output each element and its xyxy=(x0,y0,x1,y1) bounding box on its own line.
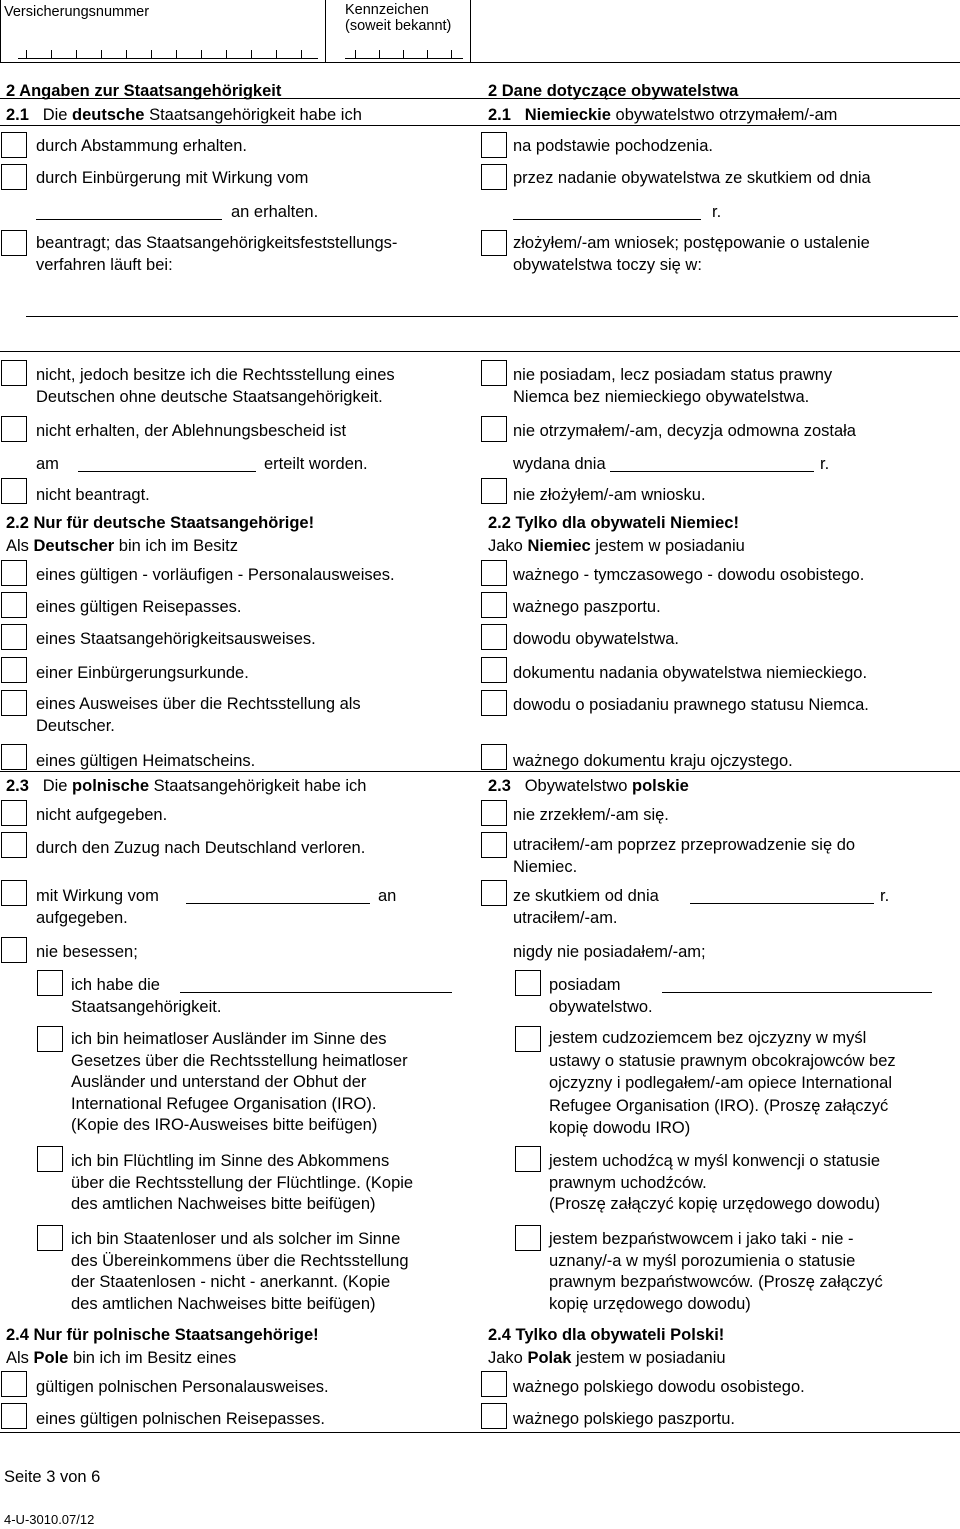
checkbox-dowod-osobisty[interactable] xyxy=(481,560,507,586)
sec23-title-de: 2.3 Die polnische Staatsangehörigkeit habe ich xyxy=(6,777,367,795)
checkbox-nadanie[interactable] xyxy=(481,164,507,190)
doc-de-2: eines gültigen Reisepasses. xyxy=(36,598,242,616)
checkbox-reisepass[interactable] xyxy=(1,592,27,618)
checkbox-inne-obywatelstwo[interactable] xyxy=(515,970,541,996)
doc-pl-3: dowodu obywatelstwa. xyxy=(513,630,680,648)
checkbox-nie-zrzeklem[interactable] xyxy=(481,800,507,826)
authority-field[interactable] xyxy=(26,316,958,317)
checkbox-andere-staatsangehoerigkeit[interactable] xyxy=(37,970,63,996)
opt-einbuergerung-de: durch Einbürgerung mit Wirkung vom xyxy=(36,169,309,187)
opt23-de-2: durch den Zuzug nach Deutschland verloren. xyxy=(36,839,366,857)
sec23-title-pl: 2.3 Obywatelstwo polskie xyxy=(488,777,689,795)
sec23-top-line xyxy=(0,771,960,772)
checkbox-dokument-kraju[interactable] xyxy=(481,744,507,770)
checkbox-nicht-aufgegeben[interactable] xyxy=(1,800,27,826)
aufgegeben-date-field[interactable] xyxy=(186,903,370,904)
opt-abgelehnt-de: nicht erhalten, der Ablehnungsbescheid ist xyxy=(36,422,347,440)
opt-abstammung-de: durch Abstammung erhalten. xyxy=(36,137,247,155)
checkbox-rechtsstellung[interactable] xyxy=(1,360,27,386)
sec24-title-pl: 2.4 Tylko dla obywateli Polski! xyxy=(488,1326,725,1344)
opt23-pl-3c: utraciłem/-am. xyxy=(513,909,618,927)
doc24-de-1: gültigen polnischen Personalausweises. xyxy=(36,1378,329,1396)
checkbox-bez-ojczyzny[interactable] xyxy=(515,1026,541,1052)
sec21-title-pl: 2.1 Niemieckie obywatelstwo otrzymałem/-am xyxy=(488,106,838,124)
sub23-de-1b: Staatsangehörigkeit. xyxy=(71,998,222,1016)
doc-de-6: eines gültigen Heimatscheins. xyxy=(36,752,256,770)
opt-abgelehnt-am: am xyxy=(36,455,59,473)
sub23-de-2: ich bin heimatloser Ausländer im Sinne des Gesetzes über die Rechtsstellung heimatloser Ausländer und unterstand der Obhut der International Refugee Organisation (IRO). (Kopie des IRO-Ausweises bitte beifügen) xyxy=(71,1030,408,1134)
sub23-pl-2: jestem cudzoziemcem bez ojczyzny w myśl ustawy o statusie prawnym obcokrajowców bez ojczyzny i podlegałem/-am opiece International Refugee Organisation (IRO). (Proszę załączyć kopię dowodu IRO) xyxy=(549,1029,896,1137)
inne-obywatelstwo-field[interactable] xyxy=(662,992,932,993)
checkbox-dowod-statusu[interactable] xyxy=(481,690,507,716)
opt-odmowa-start: wydana dnia xyxy=(513,455,606,473)
nadanie-date-field[interactable] xyxy=(513,219,701,220)
doc24-pl-1: ważnego polskiego dowodu osobistego. xyxy=(513,1378,805,1396)
opt-odmowa-pl: nie otrzymałem/-am, decyzja odmowna została xyxy=(513,422,856,440)
checkbox-utracilem[interactable] xyxy=(481,832,507,858)
opt23-de-3b: an xyxy=(378,887,397,905)
utrata-date-field[interactable] xyxy=(690,903,874,904)
checkbox-staatenloser[interactable] xyxy=(37,1225,63,1251)
doc-de-5: eines Ausweises über die Rechtsstellung als Deutscher. xyxy=(36,695,361,735)
opt-einbuergerung-end: an erhalten. xyxy=(231,203,319,221)
checkbox-abstammung[interactable] xyxy=(1,132,27,158)
header-left-border xyxy=(0,0,1,62)
checkbox-beantragt[interactable] xyxy=(1,230,27,256)
opt23-pl-3a: ze skutkiem od dnia xyxy=(513,887,659,905)
sub23-de-4: ich bin Staatenloser und als solcher im Sinne des Übereinkommens über die Rechtsstellung der Staatenlosen - nicht - anerkannt. (Kopie des amtlichen Nachweises bitte beifügen) xyxy=(71,1230,409,1313)
checkbox-mit-wirkung[interactable] xyxy=(1,880,27,906)
opt-odmowa-end: r. xyxy=(820,455,830,473)
opt-rechtsstellung-de: nicht, jedoch besitze ich die Rechtsstellung eines Deutschen ohne deutsche Staatsangehörigkeit. xyxy=(36,366,395,406)
doc-de-3: eines Staatsangehörigkeitsausweises. xyxy=(36,630,316,648)
checkbox-bezpanstwowiec[interactable] xyxy=(515,1225,541,1251)
plate-label-line2: (soweit bekannt) xyxy=(345,18,452,34)
page-number: Seite 3 von 6 xyxy=(4,1468,101,1486)
opt-nadanie-pl: przez nadanie obywatelstwa ze skutkiem od dnia xyxy=(513,169,871,187)
andere-staatsangehoerigkeit-field[interactable] xyxy=(180,992,452,993)
form-id: 4-U-3010.07/12 xyxy=(4,1512,95,1527)
checkbox-dowod-obywatelstwa[interactable] xyxy=(481,624,507,650)
checkbox-status-prawny[interactable] xyxy=(481,360,507,386)
checkbox-pochodzenie[interactable] xyxy=(481,132,507,158)
einbuergerung-date-field[interactable] xyxy=(36,219,222,220)
checkbox-paszport[interactable] xyxy=(481,592,507,618)
checkbox-abgelehnt[interactable] xyxy=(1,416,27,442)
checkbox-nie-besessen[interactable] xyxy=(1,937,27,963)
checkbox-personalausweis[interactable] xyxy=(1,560,27,586)
sub23-pl-3: jestem uchodźcą w myśl konwencji o statusie prawnym uchodźców. (Proszę załączyć kopię urzędowego dowodu) xyxy=(549,1152,881,1213)
doc24-de-2: eines gültigen polnischen Reisepasses. xyxy=(36,1410,325,1428)
sub23-de-3: ich bin Flüchtling im Sinne des Abkommens über die Rechtsstellung der Flüchtlinge. (Kopie des amtlichen Nachweises bitte beifügen) xyxy=(71,1152,414,1213)
opt23-de-3a: mit Wirkung vom xyxy=(36,887,159,905)
doc-pl-4: dokumentu nadania obywatelstwa niemieckiego. xyxy=(513,664,868,682)
sec24-sub-de: Als Pole bin ich im Besitz eines xyxy=(6,1349,237,1367)
opt-wniosek-pl: złożyłem/-am wniosek; postępowanie o ustalenie obywatelstwa toczy się w: xyxy=(513,234,870,274)
sub23-pl-1b: obywatelstwo. xyxy=(549,998,653,1016)
opt23-de-3c: aufgegeben. xyxy=(36,909,128,927)
doc-de-4: einer Einbürgerungsurkunde. xyxy=(36,664,249,682)
sub23-pl-4: jestem bezpaństwowcem i jako taki - nie - uznany/-a w myśl porozumienia o statusie prawnym bezpaństwowców. (Proszę załączyć kopię urzędowego dowodu) xyxy=(549,1230,883,1313)
sec21-title-de: 2.1 Die deutsche Staatsangehörigkeit habe ich xyxy=(6,106,362,124)
sec24-sub-pl: Jako Polak jestem w posiadaniu xyxy=(488,1349,726,1367)
doc-de-1: eines gültigen - vorläufigen - Personalausweises. xyxy=(36,566,395,584)
checkbox-einbuergerungsurkunde[interactable] xyxy=(1,657,27,683)
checkbox-heimatloser[interactable] xyxy=(37,1026,63,1052)
checkbox-pl-dowod[interactable] xyxy=(481,1371,507,1397)
checkbox-ausweis-rechtsstellung[interactable] xyxy=(1,690,27,716)
ablehnung-date-field[interactable] xyxy=(78,471,256,472)
sub23-de-1a: ich habe die xyxy=(71,976,160,994)
opt-nicht-beantragt-de: nicht beantragt. xyxy=(36,486,150,504)
checkbox-nie-zlozylem[interactable] xyxy=(481,478,507,504)
opt-abgelehnt-end: erteilt worden. xyxy=(264,455,368,473)
opt23-pl-1: nie zrzekłem/-am się. xyxy=(513,806,669,824)
checkbox-fluechtling[interactable] xyxy=(37,1146,63,1172)
odmowa-date-field[interactable] xyxy=(610,471,814,472)
checkbox-pl-reisepass[interactable] xyxy=(1,1403,27,1429)
checkbox-uchodzca[interactable] xyxy=(515,1146,541,1172)
opt23-de-4: nie besessen; xyxy=(36,943,138,961)
opt-status-prawny-pl: nie posiadam, lecz posiadam status prawny Niemca bez niemieckiego obywatelstwa. xyxy=(513,366,833,406)
checkbox-heimatschein[interactable] xyxy=(1,744,27,770)
opt23-pl-2: utraciłem/-am poprzez przeprowadzenie się do Niemiec. xyxy=(513,836,856,876)
checkbox-dokument-nadania[interactable] xyxy=(481,657,507,683)
checkbox-zuzug-verloren[interactable] xyxy=(1,832,27,858)
plate-label-line1: Kennzeichen xyxy=(345,2,429,18)
header-bottom-line xyxy=(0,62,960,63)
section-bottom-line xyxy=(0,1432,960,1433)
checkbox-pl-personalausweis[interactable] xyxy=(1,1371,27,1397)
insurance-number-field[interactable] xyxy=(18,46,318,60)
insurance-number-label: Versicherungsnummer xyxy=(4,4,150,20)
doc-pl-2: ważnego paszportu. xyxy=(513,598,661,616)
sec22-title-pl: 2.2 Tylko dla obywateli Niemiec! xyxy=(488,514,739,532)
opt-nie-zlozylem-pl: nie złożyłem/-am wniosku. xyxy=(513,486,706,504)
opt23-pl-3b: r. xyxy=(880,887,890,905)
opt-nadanie-end: r. xyxy=(712,203,722,221)
sec21-line xyxy=(0,125,960,126)
opt-pochodzenie-pl: na podstawie pochodzenia. xyxy=(513,137,713,155)
sub23-pl-1a: posiadam xyxy=(549,976,621,994)
section-title-de: 2 Angaben zur Staatsangehörigkeit xyxy=(6,82,282,100)
sec21-sep-line xyxy=(0,351,960,352)
checkbox-ze-skutkiem[interactable] xyxy=(481,880,507,906)
header-right-border xyxy=(470,0,471,62)
checkbox-nicht-beantragt[interactable] xyxy=(1,478,27,504)
checkbox-einbuergerung[interactable] xyxy=(1,164,27,190)
doc-pl-1: ważnego - tymczasowego - dowodu osobistego. xyxy=(513,566,865,584)
doc-pl-6: ważnego dokumentu kraju ojczystego. xyxy=(513,752,793,770)
checkbox-wniosek[interactable] xyxy=(481,230,507,256)
opt23-de-1: nicht aufgegeben. xyxy=(36,806,168,824)
checkbox-odmowa[interactable] xyxy=(481,416,507,442)
plate-field[interactable] xyxy=(345,46,463,60)
sec22-sub-de: Als Deutscher bin ich im Besitz xyxy=(6,537,239,555)
checkbox-staatsangehoerigkeitsausweis[interactable] xyxy=(1,624,27,650)
checkbox-pl-paszport[interactable] xyxy=(481,1403,507,1429)
opt-beantragt-de: beantragt; das Staatsangehörigkeitsfeststellungs- verfahren läuft bei: xyxy=(36,234,398,274)
doc-pl-5: dowodu o posiadaniu prawnego statusu Niemca. xyxy=(513,696,869,714)
sec22-title-de: 2.2 Nur für deutsche Staatsangehörige! xyxy=(6,514,315,532)
opt23-pl-4: nigdy nie posiadałem/-am; xyxy=(513,943,706,961)
sec24-title-de: 2.4 Nur für polnische Staatsangehörige! xyxy=(6,1326,319,1344)
doc24-pl-2: ważnego polskiego paszportu. xyxy=(513,1410,735,1428)
header-divider xyxy=(325,0,326,62)
section-title-pl: 2 Dane dotyczące obywatelstwa xyxy=(488,82,739,100)
sec22-sub-pl: Jako Niemiec jestem w posiadaniu xyxy=(488,537,745,555)
